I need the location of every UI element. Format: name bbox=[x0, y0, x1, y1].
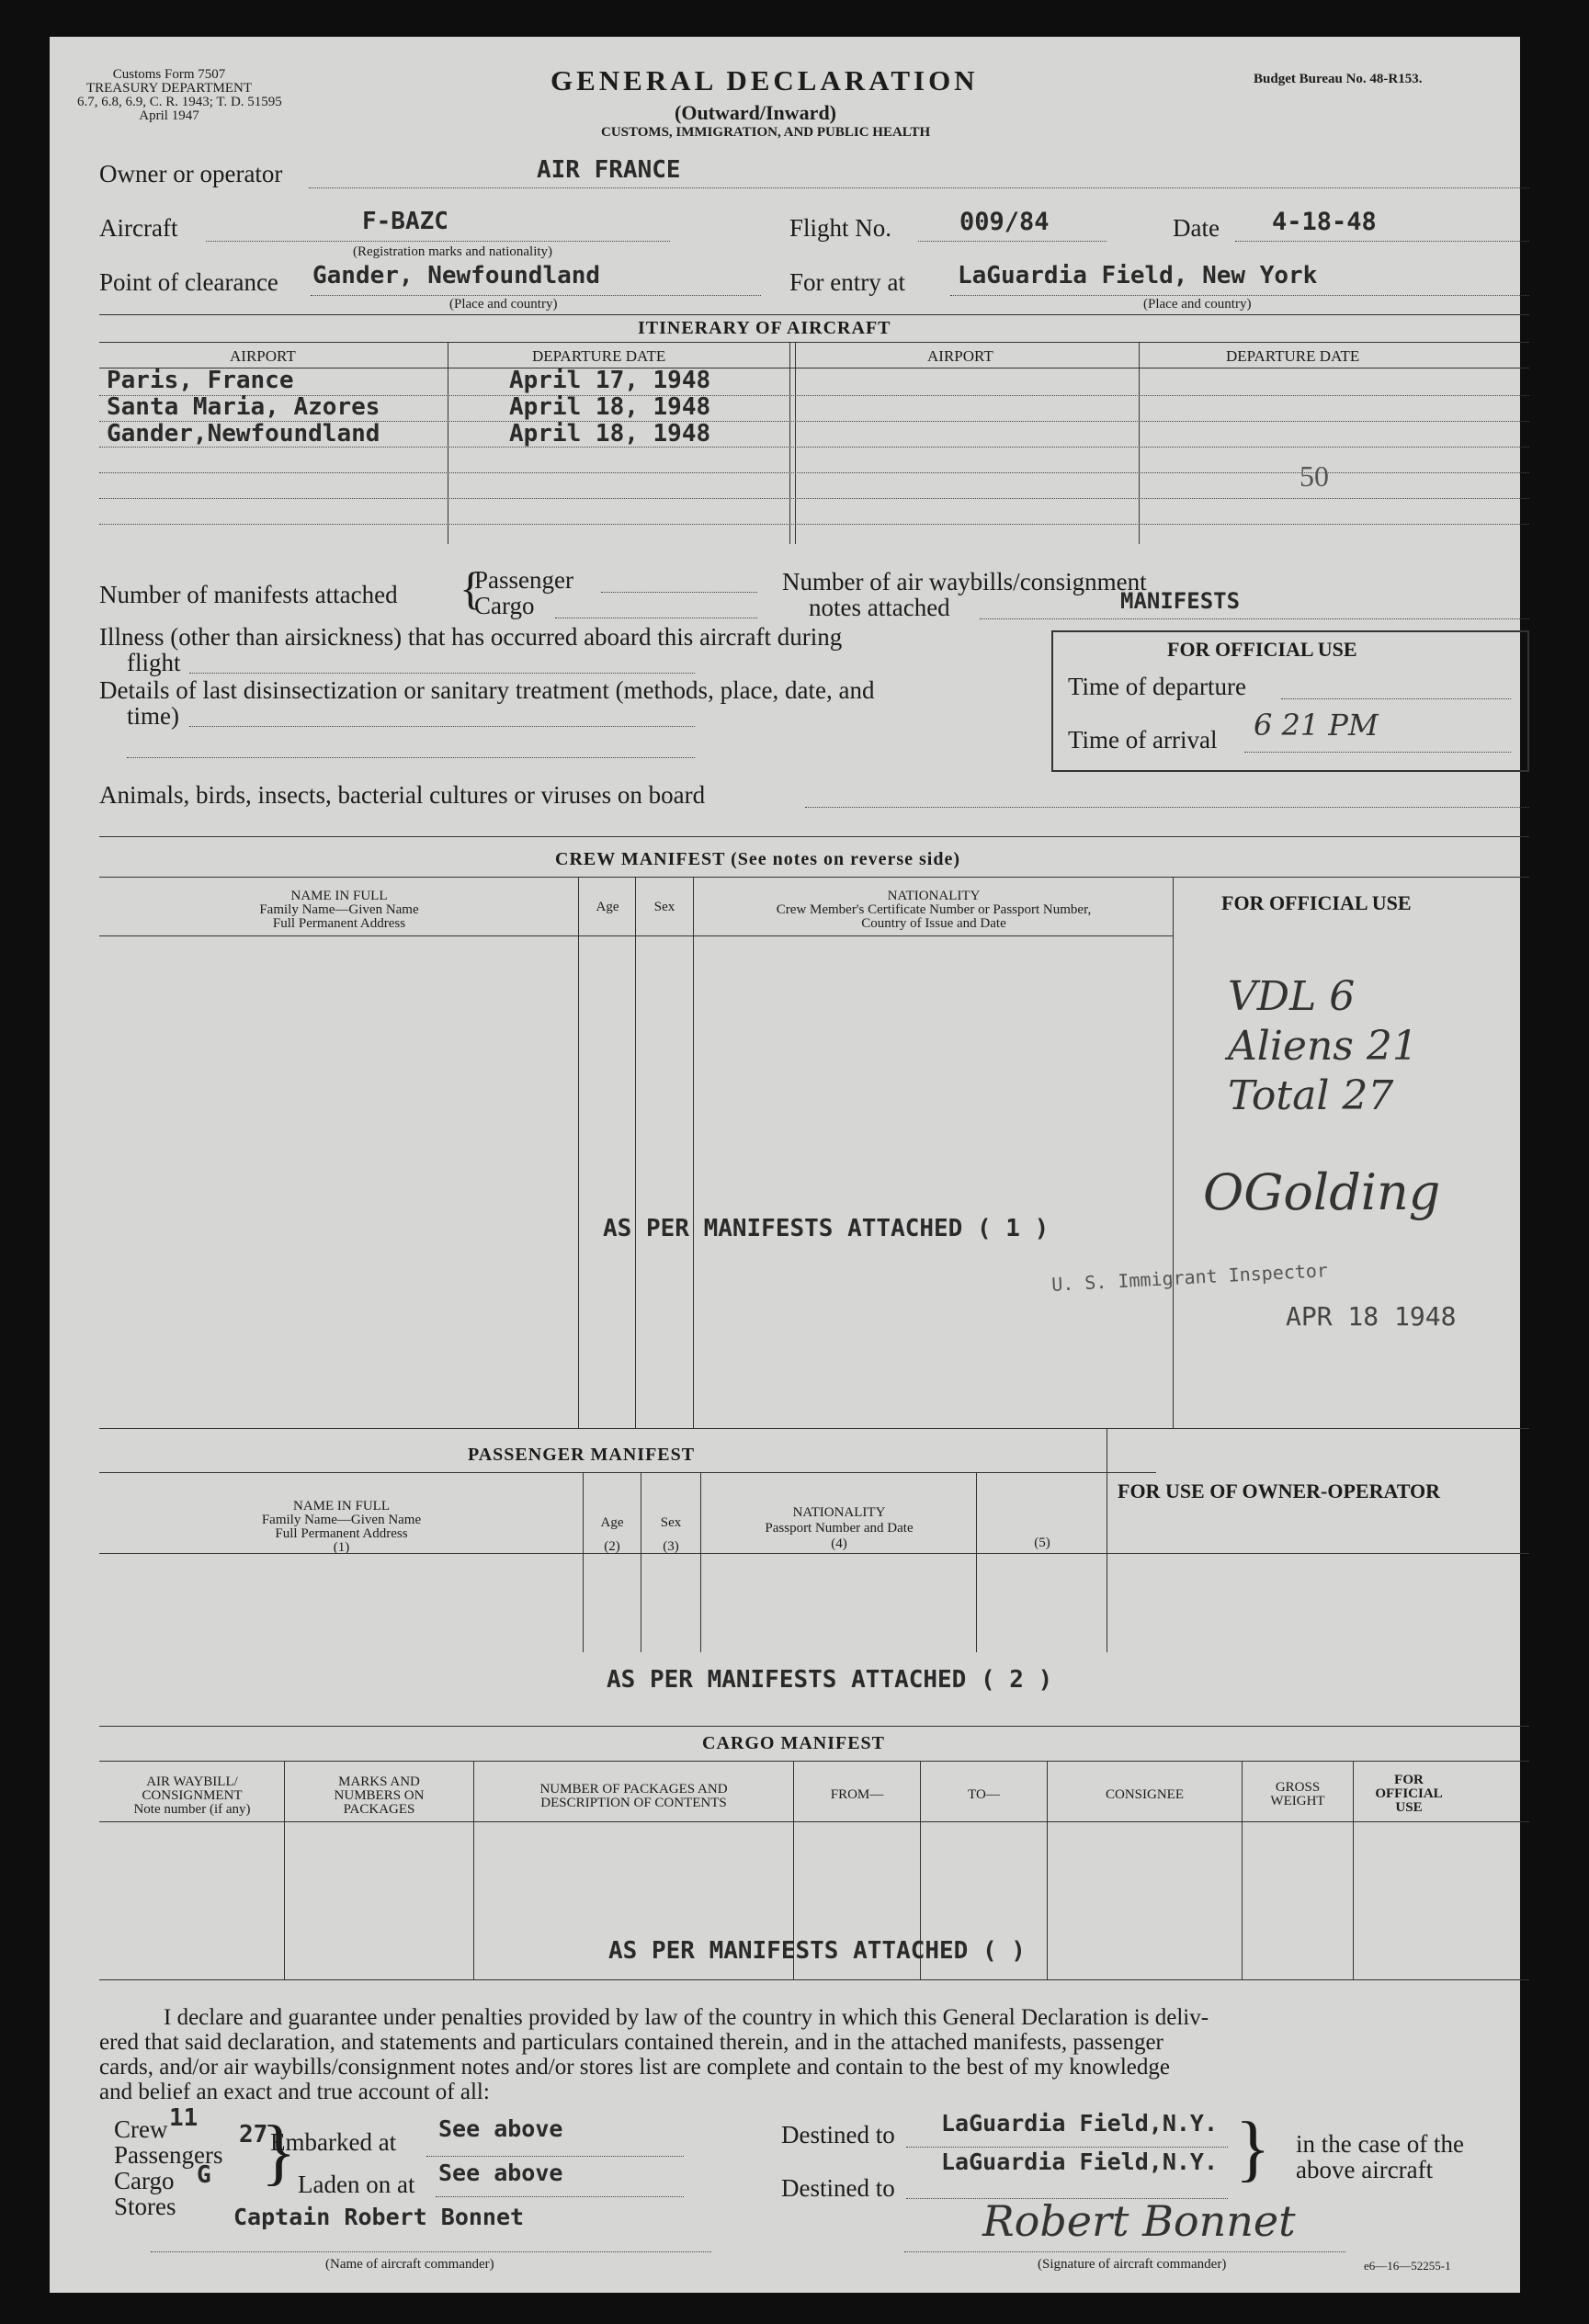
cargo-col-line: GROSS bbox=[1275, 1780, 1321, 1795]
passenger-col-nat-line: NATIONALITY bbox=[792, 1505, 886, 1520]
passenger-col bbox=[976, 1472, 977, 1652]
destined-line-1 bbox=[906, 2147, 1228, 2148]
commander-name: Captain Robert Bonnet bbox=[233, 2204, 525, 2230]
itinerary-airport-3: Gander,Newfoundland bbox=[107, 420, 380, 448]
cargo-col-line: FOR bbox=[1394, 1773, 1424, 1787]
animals-label: Animals, birds, insects, bacterial cultures or viruses on board bbox=[99, 781, 706, 809]
crew-col-age: Age bbox=[596, 900, 619, 914]
embarked-line bbox=[426, 2156, 684, 2157]
crew-col-sex: Sex bbox=[653, 900, 675, 914]
embarked-label: Embarked at bbox=[270, 2128, 397, 2156]
cargo-head-rule bbox=[99, 1761, 1529, 1762]
illness-line-2: flight bbox=[127, 649, 181, 676]
entry-caption: (Place and country) bbox=[1143, 297, 1252, 312]
cargo-bottom-rule bbox=[99, 1979, 1529, 1980]
departure-time-line bbox=[1281, 698, 1511, 699]
crew-col-name-line: Full Permanent Address bbox=[272, 916, 406, 931]
cargo-col-line: NUMBER OF PACKAGES AND bbox=[539, 1782, 728, 1797]
itinerary-date-2: April 18, 1948 bbox=[509, 393, 711, 421]
destined-brace: } bbox=[1235, 2108, 1271, 2189]
crew-hand-note: Total 27 bbox=[1228, 1072, 1394, 1119]
aircraft-value: F-BAZC bbox=[362, 208, 448, 235]
cargo-col-line: MARKS AND bbox=[338, 1774, 420, 1789]
passenger-col-nat-line: (4) bbox=[831, 1536, 847, 1551]
crew-col bbox=[1173, 877, 1174, 1428]
cargo-col-official bbox=[1355, 1774, 1463, 1815]
disinsect-line bbox=[189, 726, 695, 727]
clearance-line bbox=[311, 295, 761, 296]
arrival-time-value: 6 21 PM bbox=[1254, 708, 1379, 743]
laden-value: See above bbox=[438, 2160, 563, 2186]
form-id-line: 6.7, 6.8, 6.9, C. R. 1943; T. D. 51595 bbox=[77, 95, 282, 109]
aircraft-line bbox=[206, 241, 670, 242]
entry-line bbox=[950, 295, 1529, 296]
crew-col bbox=[578, 877, 579, 1428]
passenger-subhead-rule bbox=[99, 1553, 1529, 1554]
destined-value-2: LaGuardia Field,N.Y. bbox=[941, 2148, 1219, 2175]
itinerary-airport-2: Santa Maria, Azores bbox=[107, 393, 380, 421]
cargo-col bbox=[1353, 1761, 1354, 1979]
passenger-col-sex bbox=[643, 1511, 698, 1559]
flight-label: Flight No. bbox=[789, 214, 892, 242]
itinerary-date-1: April 17, 1948 bbox=[509, 367, 711, 394]
itinerary-margin-note: 50 bbox=[1300, 459, 1329, 493]
itinerary-col bbox=[1139, 342, 1140, 544]
inspector-signature: OGolding bbox=[1203, 1163, 1441, 1221]
itinerary-airports bbox=[107, 368, 380, 448]
cargo-col bbox=[1047, 1761, 1048, 1979]
cargo-col-waybill bbox=[101, 1775, 283, 1817]
commander-signature: Robert Bonnet bbox=[982, 2196, 1296, 2246]
commander-caption: (Name of aircraft commander) bbox=[325, 2257, 494, 2272]
crew-col-name-line: Family Name—Given Name bbox=[259, 902, 419, 917]
itinerary-airport-1: Paris, France bbox=[107, 367, 294, 394]
cargo-col-line: PACKAGES bbox=[343, 1802, 415, 1817]
form-id-line: Customs Form 7507 bbox=[112, 67, 226, 82]
cargo-col-from: FROM— bbox=[830, 1787, 884, 1802]
passenger-col-age-line: (2) bbox=[604, 1539, 620, 1554]
waybills-label-1: Number of air waybills/consignment bbox=[782, 568, 1147, 595]
form-title: GENERAL DECLARATION bbox=[550, 64, 979, 96]
inspector-stamp-date: APR 18 1948 bbox=[1286, 1301, 1457, 1332]
arrival-time-line bbox=[1244, 752, 1511, 753]
commander-line bbox=[151, 2251, 711, 2252]
cargo-col bbox=[473, 1761, 474, 1979]
cargo-col-line: CONSIGNMENT bbox=[142, 1788, 243, 1803]
itinerary-col-departure-2: DEPARTURE DATE bbox=[1226, 347, 1360, 365]
stores-count-label: Stores bbox=[114, 2193, 176, 2220]
date-line bbox=[1235, 241, 1529, 242]
itinerary-row-line bbox=[99, 498, 1529, 499]
aircraft-label: Aircraft bbox=[99, 214, 178, 242]
crew-count-value: 11 bbox=[169, 2104, 199, 2132]
destined-label-2: Destined to bbox=[781, 2174, 895, 2202]
passenger-col-5: (5) bbox=[1034, 1536, 1050, 1550]
manifests-passenger-line bbox=[601, 592, 757, 593]
clearance-caption: (Place and country) bbox=[449, 297, 558, 312]
itinerary-col bbox=[795, 342, 796, 544]
itinerary-head-rule bbox=[99, 342, 1529, 343]
passengers-count-value: 27 bbox=[239, 2121, 268, 2148]
manifests-label: Number of manifests attached bbox=[99, 581, 398, 608]
form-subtitle: CUSTOMS, IMMIGRATION, AND PUBLIC HEALTH bbox=[601, 125, 931, 140]
cargo-col bbox=[284, 1761, 285, 1979]
cargo-col-line: USE bbox=[1395, 1800, 1423, 1815]
declaration-line: ered that said declaration, and statements and particulars contained therein, and in the attached manifests, passenger bbox=[99, 2030, 1163, 2055]
cargo-col-line: OFFICIAL bbox=[1375, 1786, 1443, 1801]
passenger-col-name-line: Family Name—Given Name bbox=[261, 1513, 422, 1527]
itinerary-col-airport-2: AIRPORT bbox=[927, 347, 993, 365]
declaration-line: and belief an exact and true account of all: bbox=[99, 2080, 490, 2104]
cargo-count-label: Cargo bbox=[114, 2167, 175, 2194]
passenger-head-rule bbox=[99, 1472, 1156, 1473]
cargo-col-to: TO— bbox=[968, 1787, 1000, 1802]
clearance-value: Gander, Newfoundland bbox=[312, 262, 601, 289]
crew-col-nat-line: Country of Issue and Date bbox=[861, 916, 1006, 931]
entry-value: LaGuardia Field, New York bbox=[958, 262, 1318, 289]
declaration-line: cards, and/or air waybills/consignment notes and/or stores list are complete and contain to the best of my knowledge bbox=[99, 2055, 1170, 2080]
entry-label: For entry at bbox=[789, 268, 905, 296]
crew-hand-note: VDL 6 bbox=[1228, 973, 1356, 1020]
cargo-col-weight bbox=[1243, 1781, 1352, 1808]
owner-label: Owner or operator bbox=[99, 160, 283, 187]
inspector-stamp-title: U. S. Immigrant Inspector bbox=[1050, 1259, 1329, 1296]
waybills-line bbox=[980, 618, 1529, 619]
crew-col-nationality bbox=[696, 890, 1172, 931]
crew-col-nat-line: Crew Member's Certificate Number or Passport Number, bbox=[776, 902, 1092, 917]
passenger-col bbox=[700, 1472, 701, 1652]
itinerary-col-airport: AIRPORT bbox=[230, 347, 296, 365]
laden-line bbox=[436, 2196, 684, 2197]
flight-line bbox=[918, 241, 1107, 242]
itinerary-date-3: April 18, 1948 bbox=[509, 420, 711, 448]
arrival-time-label: Time of arrival bbox=[1068, 726, 1218, 754]
signature-caption: (Signature of aircraft commander) bbox=[1038, 2257, 1227, 2272]
passenger-col-sex-line: Sex bbox=[660, 1515, 682, 1530]
crew-col-nat-line: NATIONALITY bbox=[887, 889, 981, 903]
departure-time-label: Time of departure bbox=[1068, 673, 1246, 700]
crew-top-rule bbox=[99, 836, 1529, 837]
manifests-brace: { bbox=[460, 562, 482, 614]
crew-head-rule bbox=[99, 877, 1529, 878]
cargo-body: AS PER MANIFESTS ATTACHED ( ) bbox=[608, 1937, 1026, 1965]
form-id-line: TREASURY DEPARTMENT bbox=[85, 81, 253, 96]
destined-value-1: LaGuardia Field,N.Y. bbox=[941, 2110, 1219, 2137]
disinsect-line-2: time) bbox=[127, 702, 179, 730]
declaration-brace: } bbox=[261, 2112, 297, 2193]
crew-col-name-line: NAME IN FULL bbox=[290, 889, 388, 903]
form-direction: (Outward/Inward) bbox=[675, 101, 837, 124]
budget-number: Budget Bureau No. 48-R153. bbox=[1254, 72, 1423, 86]
cargo-col-line: AIR WAYBILL/ bbox=[146, 1774, 238, 1789]
passenger-col-name-line: NAME IN FULL bbox=[293, 1499, 390, 1513]
itinerary-row-line bbox=[99, 524, 1529, 525]
declaration-form bbox=[50, 37, 1520, 2293]
illness-line bbox=[189, 673, 695, 674]
signature-line bbox=[904, 2251, 1345, 2252]
passengers-count-label: Passengers bbox=[114, 2141, 223, 2169]
passenger-bottom-rule bbox=[99, 1726, 1529, 1727]
crew-subhead-rule bbox=[99, 935, 1173, 936]
crew-hand-note: Aliens 21 bbox=[1228, 1023, 1418, 1070]
disinsect-line-extra bbox=[127, 757, 695, 758]
crew-col-name bbox=[105, 890, 573, 931]
print-code: e6—16—52255-1 bbox=[1364, 2259, 1451, 2273]
itinerary-dates bbox=[509, 368, 710, 448]
passenger-col bbox=[583, 1472, 584, 1652]
passenger-col-name bbox=[105, 1500, 578, 1555]
official-use-title: FOR OFFICIAL USE bbox=[1167, 638, 1357, 661]
passenger-col-age-line: Age bbox=[600, 1515, 624, 1530]
crew-hand-notes bbox=[1228, 972, 1418, 1121]
waybills-value: MANIFESTS bbox=[1120, 588, 1241, 614]
cargo-col-consignee: CONSIGNEE bbox=[1106, 1787, 1184, 1802]
date-value: 4-18-48 bbox=[1272, 208, 1377, 236]
passenger-col-name-line: Full Permanent Address bbox=[275, 1526, 408, 1541]
passenger-body: AS PER MANIFESTS ATTACHED ( 2 ) bbox=[607, 1666, 1053, 1694]
itinerary-top-rule bbox=[99, 314, 1529, 315]
cargo-col-line: DESCRIPTION OF CONTENTS bbox=[540, 1796, 727, 1810]
crew-bottom-rule bbox=[99, 1428, 1529, 1429]
passenger-col-nationality bbox=[703, 1505, 975, 1552]
aircraft-caption: (Registration marks and nationality) bbox=[353, 244, 553, 259]
passenger-col-nat-line: Passport Number and Date bbox=[765, 1521, 914, 1536]
destined-label-1: Destined to bbox=[781, 2121, 895, 2148]
cargo-col-marks bbox=[286, 1775, 472, 1817]
passenger-col-sex-line: (3) bbox=[663, 1539, 679, 1554]
flight-value: 009/84 bbox=[959, 208, 1050, 236]
crew-col-official: FOR OFFICIAL USE bbox=[1221, 891, 1412, 914]
passenger-col-name-line: (1) bbox=[333, 1540, 350, 1555]
cargo-count-value: G bbox=[197, 2161, 211, 2189]
animals-line bbox=[805, 807, 1529, 808]
form-id bbox=[77, 67, 282, 123]
passenger-title: PASSENGER MANIFEST bbox=[468, 1445, 696, 1465]
crew-col bbox=[693, 877, 694, 1428]
clearance-label: Point of clearance bbox=[99, 268, 278, 296]
illness-line-1: Illness (other than airsickness) that has occurred aboard this aircraft during bbox=[99, 623, 843, 651]
passenger-col-age bbox=[585, 1511, 639, 1559]
cargo-col-line: NUMBERS ON bbox=[334, 1788, 425, 1803]
crew-col bbox=[635, 877, 636, 1428]
date-label: Date bbox=[1173, 214, 1220, 242]
cargo-col-line: Note number (if any) bbox=[133, 1802, 251, 1817]
manifests-cargo: Cargo bbox=[474, 592, 535, 619]
case-line-2: above aircraft bbox=[1296, 2156, 1434, 2183]
owner-value: AIR FRANCE bbox=[537, 156, 681, 184]
disinsect-line-1: Details of last disinsectization or sanitary treatment (methods, place, date, and bbox=[99, 676, 875, 704]
itinerary-col bbox=[789, 342, 790, 544]
crew-title: CREW MANIFEST (See notes on reverse side) bbox=[555, 849, 960, 869]
passenger-col-owner: FOR USE OF OWNER-OPERATOR bbox=[1118, 1479, 1441, 1502]
crew-body: AS PER MANIFESTS ATTACHED ( 1 ) bbox=[603, 1215, 1050, 1242]
declaration-line: I declare and guarantee under penalties provided by law of the country in which this General Declaration is deliv- bbox=[164, 2005, 1209, 2030]
cargo-subhead-rule bbox=[99, 1821, 1529, 1822]
form-id-line: April 1947 bbox=[139, 108, 199, 123]
crew-count-label: Crew bbox=[114, 2115, 168, 2143]
embarked-value: See above bbox=[438, 2115, 563, 2142]
itinerary-col-departure: DEPARTURE DATE bbox=[532, 347, 666, 365]
cargo-title: CARGO MANIFEST bbox=[702, 1733, 886, 1753]
case-line-1: in the case of the bbox=[1296, 2130, 1464, 2158]
cargo-col-packages bbox=[475, 1783, 792, 1810]
manifests-passenger: Passenger bbox=[474, 566, 573, 594]
waybills-label-2: notes attached bbox=[809, 594, 950, 621]
itinerary-title: ITINERARY OF AIRCRAFT bbox=[638, 318, 891, 338]
declaration-text bbox=[99, 2005, 1209, 2104]
cargo-col bbox=[1242, 1761, 1243, 1979]
laden-label: Laden on at bbox=[298, 2171, 415, 2198]
owner-line bbox=[309, 187, 1529, 188]
cargo-col-line: WEIGHT bbox=[1270, 1794, 1325, 1808]
